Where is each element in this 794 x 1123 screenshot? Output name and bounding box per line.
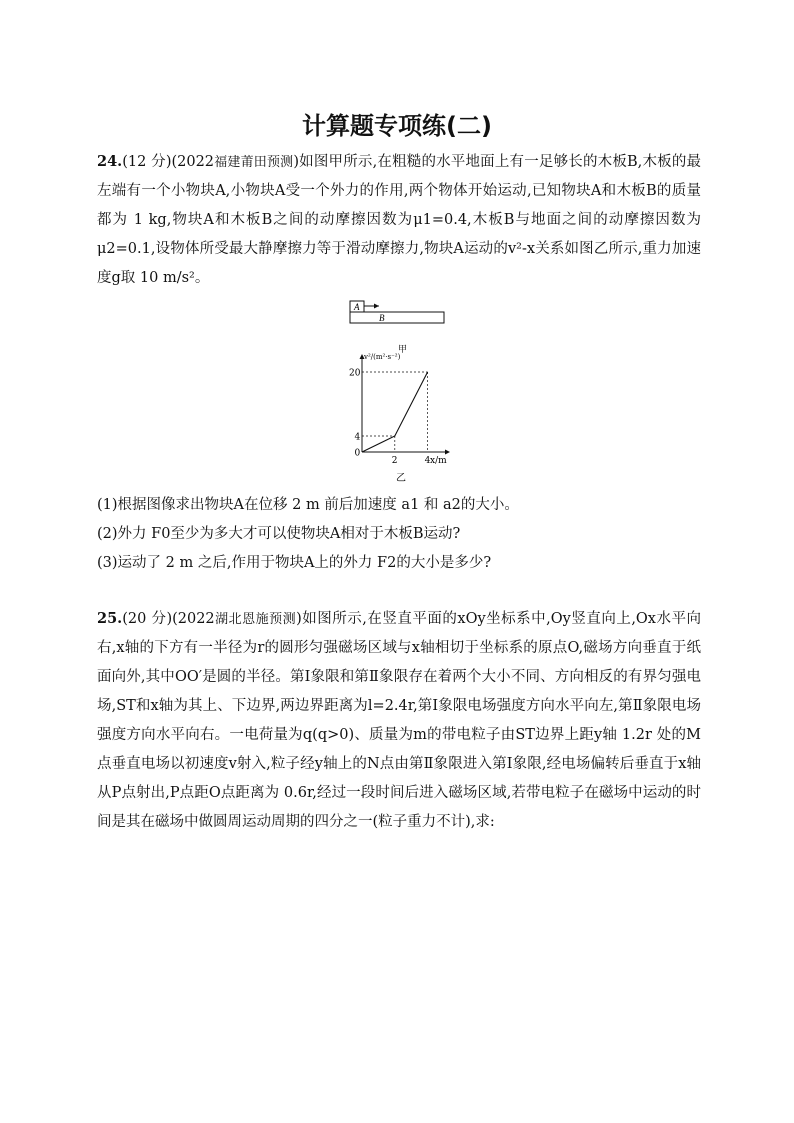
question-source: 福建莆田预测: [214, 155, 294, 170]
dashed-guides: [362, 372, 428, 452]
y-tick-label: 0: [354, 448, 361, 459]
caption-yi: 乙: [396, 473, 406, 484]
caption-jia: 甲: [398, 345, 408, 355]
question-body: )如图甲所示,在粗糙的水平地面上有一足够长的木板B,木板的最左端有一个小物块A,小物块A受一个外力的作用,两个物体开始运动,已知物块A和木板B的质量都为 1 kg,物块A和木板B之间的动摩擦因数为μ1=0.4,木板B与地面之间的动摩擦因数为μ2=0.1,设物体所受最大静摩擦力等于滑动摩擦力,物块A运动的v²-x关系如图乙所示,重力加速度g取 10 m/s²。: [97, 154, 702, 286]
question-24-text: [97, 147, 701, 293]
y-tick-label: 20: [349, 368, 361, 379]
question-body: )如图所示,在竖直平面的xOy坐标系中,Oy竖直向上,Ox水平向右,x轴的下方有一半径为r的圆形匀强磁场区域与x轴相切于坐标系的原点O,磁场方向垂直于纸面向外,其中OO′是圆的半径。第Ⅰ象限和第Ⅱ象限存在着两个大小不同、方向相反的有界匀强电场,ST和x轴为其上、下边界,两边界距离为l=2.4r,第Ⅰ象限电场强度方向水平向左,第Ⅱ象限电场强度方向水平向右。一电荷量为q(q>0)、质量为m的带电粒子由ST边界上距y轴 1.2r 处的M点垂直电场以初速度v射入,粒子经y轴上的N点由第Ⅱ象限进入第Ⅰ象限,经电场偏转后垂直于x轴从P点射出,P点距O点距离为 0.6r,经过一段时间后进入磁场区域,若带电粒子在磁场中运动的时间是其在磁场中做圆周运动周期的四分之一(粒子重力不计),求:: [97, 611, 701, 830]
x-tick-label: 4: [424, 456, 431, 466]
x-axis-label: x/m: [430, 456, 447, 466]
question-meta: (12 分)(2022: [122, 154, 215, 170]
x-axis-arrow: [445, 450, 450, 455]
sub-question-3: (3)运动了 2 m 之后,作用于物块A上的外力 F2的大小是多少?: [97, 555, 492, 571]
sub-question-1: (1)根据图像求出物块A在位移 2 m 前后加速度 a1 和 a2的大小。: [97, 497, 519, 513]
label-A: A: [354, 302, 360, 312]
label-B: B: [379, 313, 385, 323]
page-title: 计算题专项练(二): [302, 112, 492, 140]
x-tick-label: 2: [391, 456, 398, 466]
figure-block-board: [349, 300, 445, 324]
tick-labels: [349, 369, 431, 467]
figure-v2-x-chart: [330, 340, 460, 485]
question-25-text: [97, 604, 701, 837]
sub-question-2: (2)外力 F0至少为多大才可以使物块A相对于木板B运动?: [97, 526, 461, 542]
question-number: 25.: [97, 610, 123, 627]
question-meta: (20 分)(2022: [122, 611, 215, 627]
y-tick-label: 4: [354, 432, 361, 443]
question-source: 湖北恩施预测: [214, 612, 297, 627]
question-number: 24.: [97, 153, 123, 170]
y-axis-label: v²/(m²·s⁻²): [364, 353, 401, 361]
